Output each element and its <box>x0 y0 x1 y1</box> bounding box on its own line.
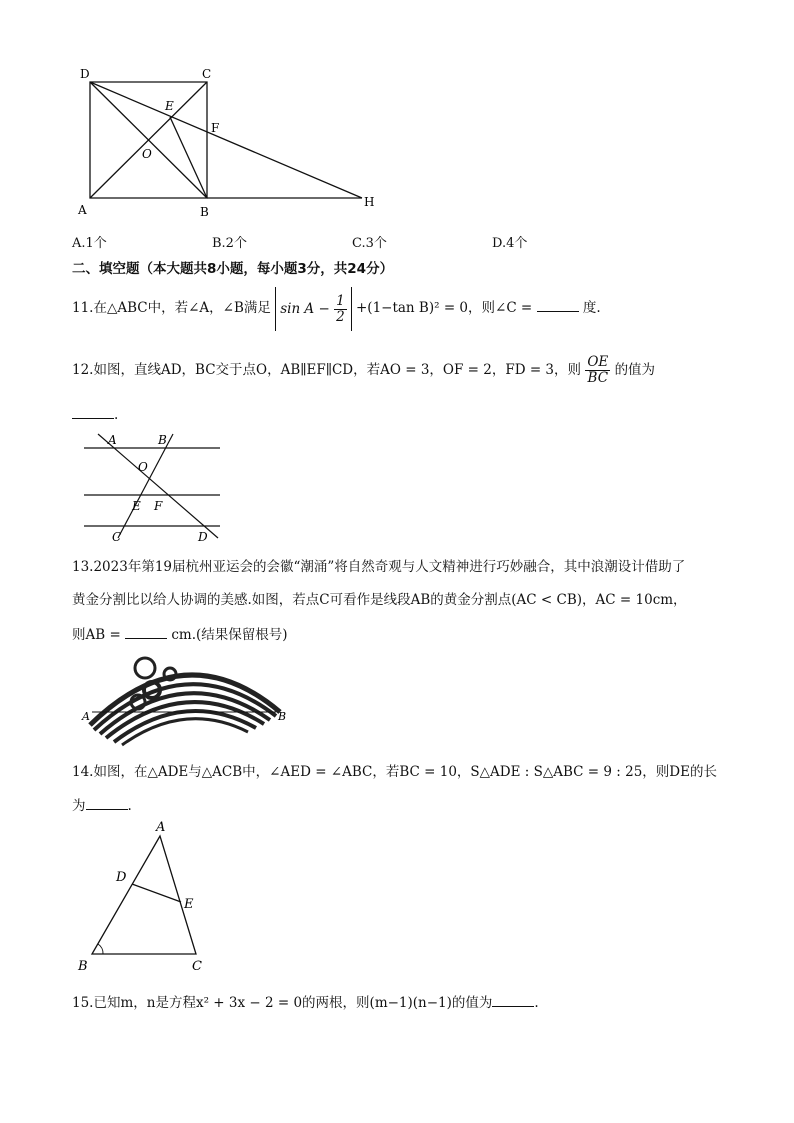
q13-line-1: 13.2023年第19届杭州亚运会的会徽“潮涌”将自然奇观与人文精神进行巧妙融合，其中浪潮设计借助了 <box>72 559 686 575</box>
label-D: D <box>80 67 90 81</box>
question-11 <box>72 286 601 331</box>
parallel-lines-figure <box>78 428 226 544</box>
q13-line-3 <box>72 623 288 643</box>
label-C: C <box>112 530 122 544</box>
q15-suffix: . <box>534 995 539 1011</box>
q11-prefix: 11.在△ABC中，若∠A，∠B满足 <box>72 300 271 316</box>
q13-answer-blank[interactable] <box>125 626 167 639</box>
triangle-ABC <box>92 836 196 954</box>
label-B: B <box>78 959 88 974</box>
q15-answer-blank[interactable] <box>492 994 534 1007</box>
label-F: F <box>154 499 163 513</box>
wave-arc-6 <box>122 719 248 745</box>
label-D: D <box>116 870 127 885</box>
q12-end: . <box>114 407 119 423</box>
q12-answer-blank[interactable] <box>72 406 114 419</box>
section-heading: 二、填空题（本大题共8小题，每小题3分，共24分） <box>72 261 394 277</box>
q14-line2-suffix: . <box>127 798 132 814</box>
q11-expr-right: +(1−tan B)² = 0，则∠C = <box>355 300 533 316</box>
q12-answer-line <box>72 406 118 423</box>
option-b: B.2个 <box>212 236 247 251</box>
q12-text: 12.如图，直线AD，BC交于点O，AB∥EF∥CD，若AO = 3，OF = 2，FD = 3，则 <box>72 362 582 378</box>
q14-line-1: 14.如图，在△ADE与△ACB中，∠AED = ∠ABC，若BC = 10，S△ADE : S△ABC = 9 : 25，则DE的长 <box>72 764 717 780</box>
q11-abs-expression <box>275 287 351 331</box>
q12-fraction <box>585 355 610 386</box>
label-B: B <box>158 433 167 447</box>
label-E: E <box>132 499 141 513</box>
triangle-figure <box>72 818 222 976</box>
q12-frac-num: OE <box>587 354 609 370</box>
option-a: A.1个 <box>72 236 107 251</box>
label-O: O <box>138 460 148 474</box>
label-C: C <box>192 959 202 974</box>
wave-emblem-figure <box>80 650 290 750</box>
square-figure <box>72 62 384 220</box>
label-A: A <box>156 820 166 835</box>
label-E: E <box>184 897 194 912</box>
segment-DH <box>90 82 362 198</box>
q13-line3-suffix: cm.(结果保留根号) <box>171 627 288 643</box>
option-c: C.3个 <box>352 236 387 251</box>
question-12 <box>72 350 655 390</box>
question-15 <box>72 991 539 1011</box>
angle-mark-B <box>98 944 103 954</box>
q12-frac-den: BC <box>587 370 609 386</box>
q11-suffix: 度. <box>582 300 601 316</box>
q14-line-2 <box>72 794 132 814</box>
segment-DE <box>132 884 181 902</box>
label-H: H <box>364 195 375 209</box>
q11-frac-den: 2 <box>336 308 345 325</box>
wave-swirl-1 <box>135 658 155 678</box>
label-A: A <box>108 433 117 447</box>
label-E: E <box>165 99 174 113</box>
label-B: B <box>278 710 287 723</box>
q15-prefix: 15.已知m，n是方程x² + 3x − 2 = 0的两根，则(m−1)(n−1)的值为 <box>72 995 493 1011</box>
line-AD <box>98 434 218 538</box>
line-BC <box>118 434 173 538</box>
label-F: F <box>211 121 220 135</box>
q11-expr-left: sin A − <box>280 300 330 317</box>
q13-line3-prefix: 则AB = <box>72 627 121 643</box>
q12-suffix: 的值为 <box>614 362 656 378</box>
q13-line-2: 黄金分割比以给人协调的美感.如图，若点C可看作是线段AB的黄金分割点(AC < CB)，AC = 10cm， <box>72 592 687 608</box>
label-B: B <box>200 205 209 219</box>
q11-answer-blank[interactable] <box>537 299 579 312</box>
q14-line2-prefix: 为 <box>72 798 86 814</box>
label-A: A <box>82 710 90 723</box>
q14-answer-blank[interactable] <box>86 797 128 810</box>
q11-frac-num: 1 <box>336 292 345 309</box>
option-d: D.4个 <box>492 236 528 251</box>
label-A: A <box>78 203 87 217</box>
label-O: O <box>142 147 152 161</box>
label-D: D <box>198 530 208 544</box>
label-C: C <box>202 67 212 81</box>
q11-fraction <box>334 294 347 325</box>
